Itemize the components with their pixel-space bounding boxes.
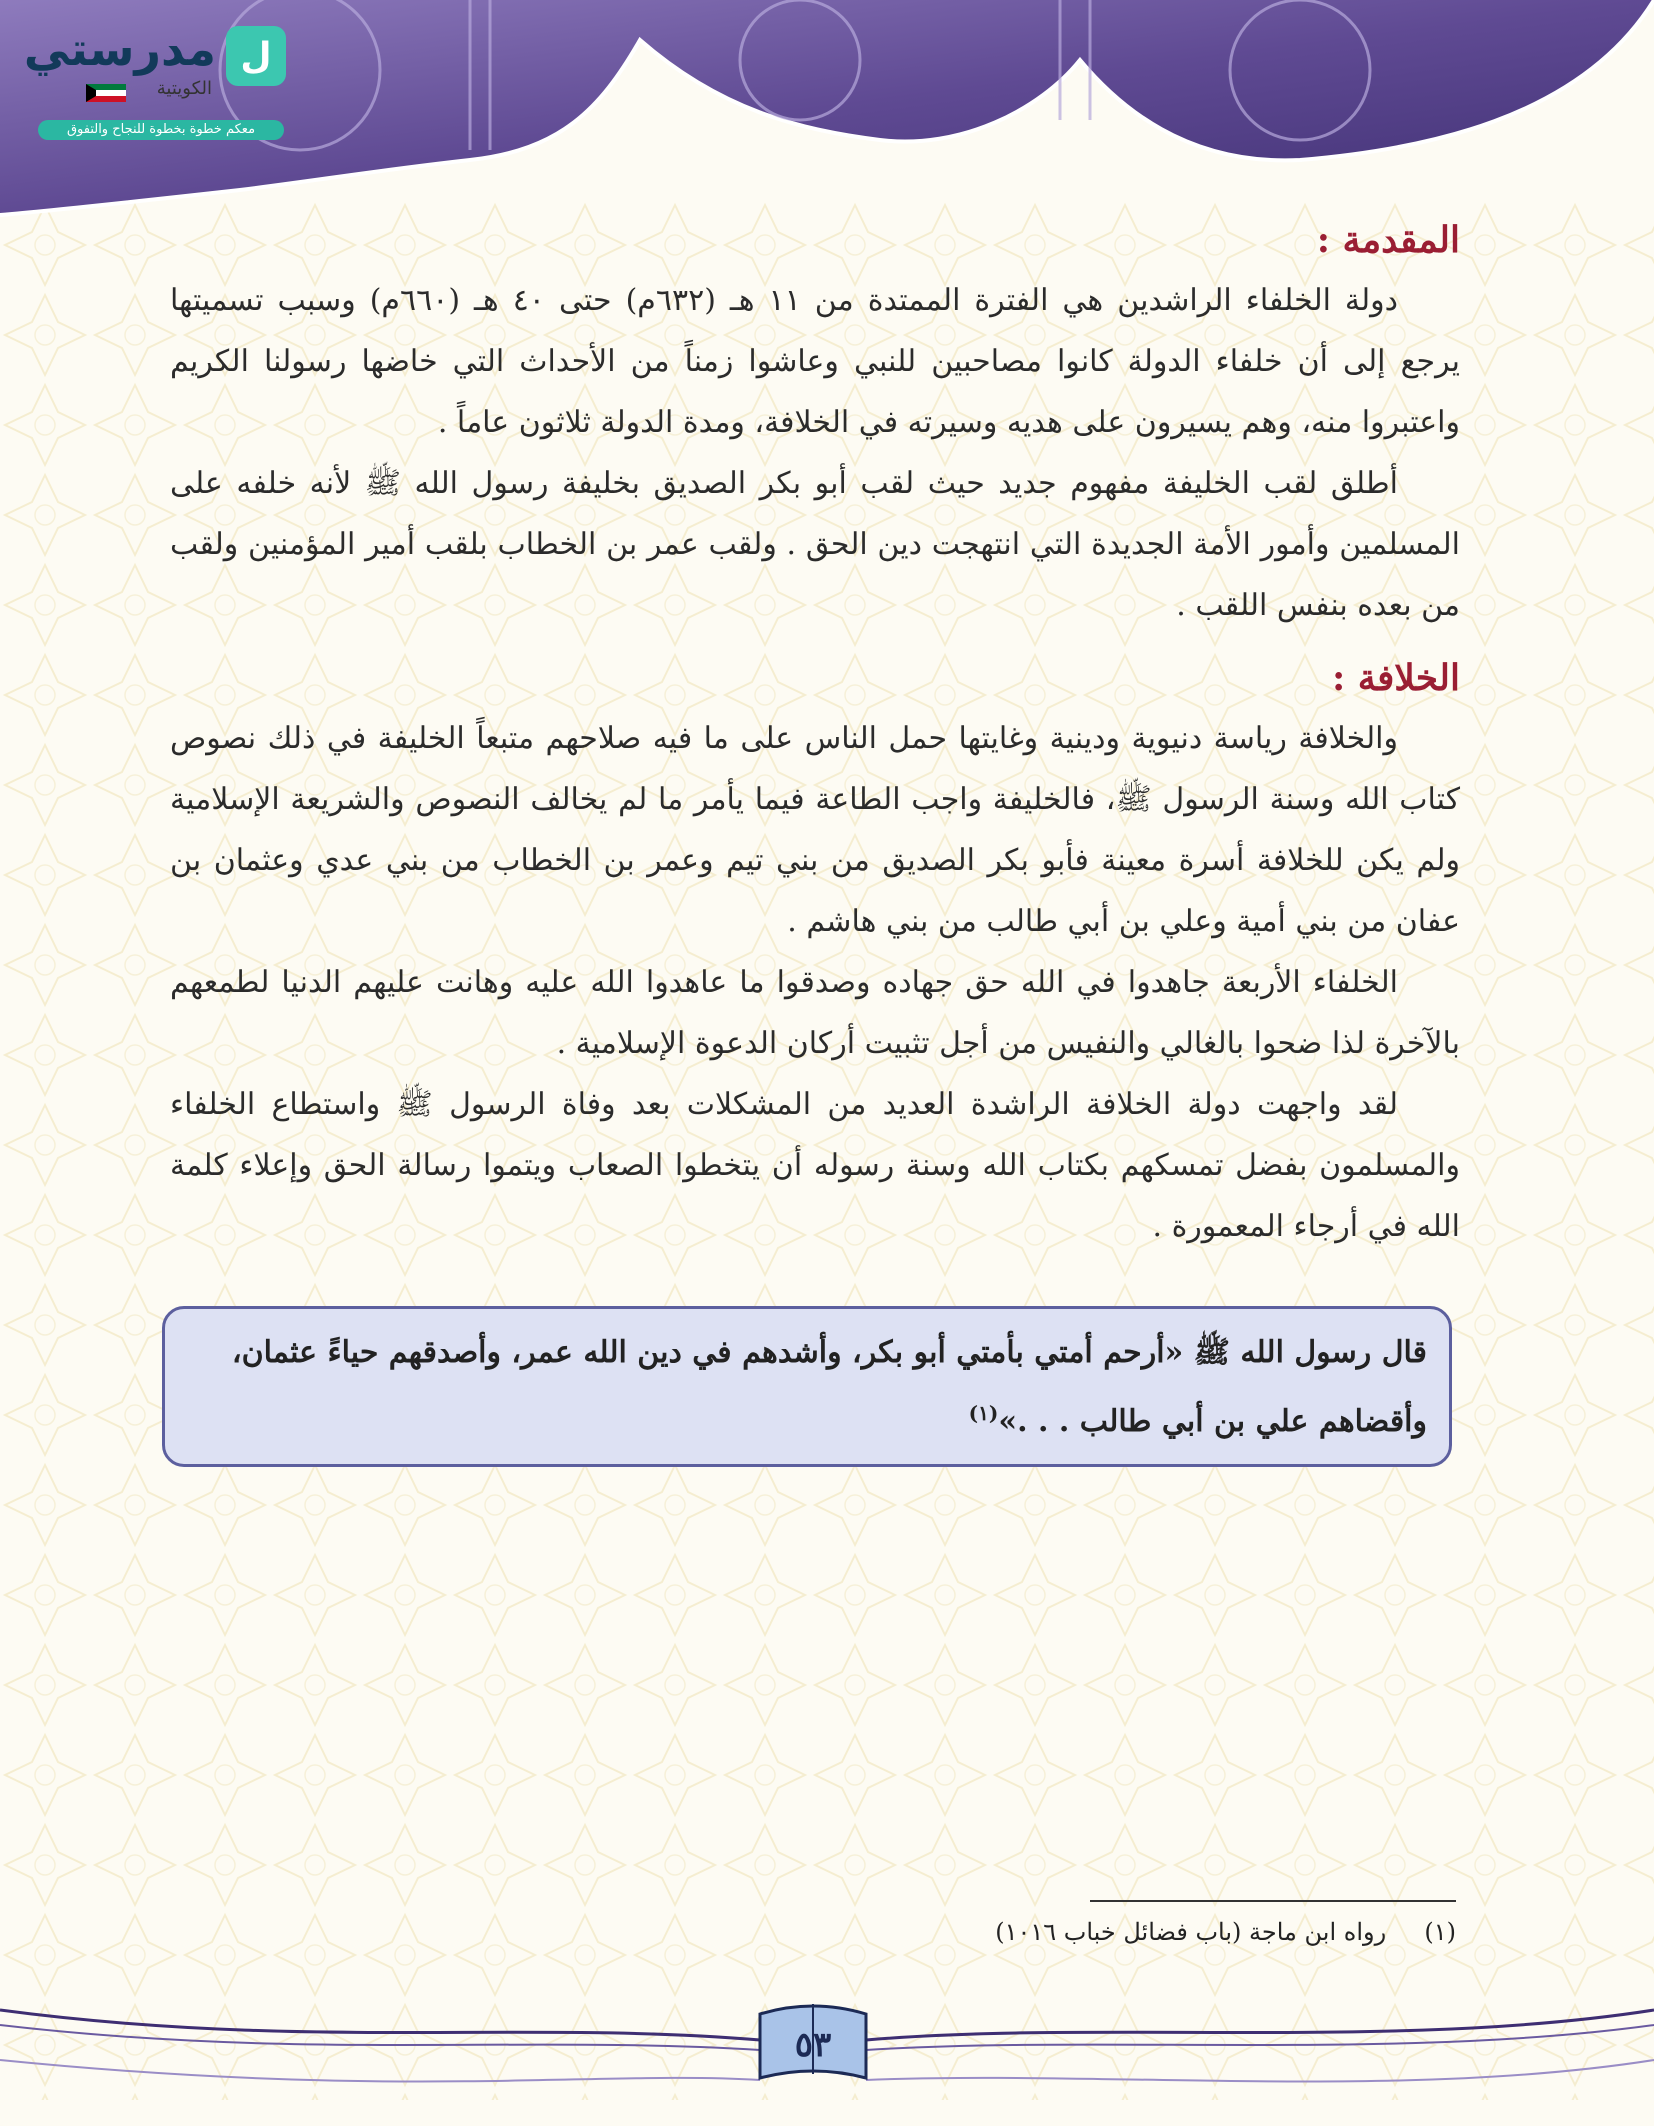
brand-mark-icon: ل <box>226 26 286 86</box>
footnote-number: (١) <box>1424 1918 1456 1946</box>
footnote-marker[interactable]: (١) <box>968 1401 999 1425</box>
kuwait-flag-icon <box>86 84 126 102</box>
hadith-box <box>162 1306 1452 1467</box>
brand-slogan: معكم خطوة بخطوة للنجاح والتفوق <box>38 120 284 140</box>
footnote <box>995 1918 1456 1946</box>
caliphate-paragraph-1: والخلافة رياسة دنيوية ودينية وغايتها حمل الناس على ما فيه صلاحهم متبعاً الخليفة في ذلك نصوص كتاب الله وسنة الرسول ﷺ، فالخليفة واجب الطاعة فيما يأمر ما لم يخالف النصوص والشريعة الإسلامية ولم يكن للخلافة أسرة معينة فأبو بكر الصديق من بني تيم وعمر بن الخطاب من بني عدي وعثمان بن عفان من بني أمية وعلي بن أبي طالب من بني هاشم . <box>170 721 1460 939</box>
footnote-text: رواه ابن ماجة (باب فضائل خباب ١٠١٦) <box>995 1918 1387 1946</box>
caliphate-paragraph-3: لقد واجهت دولة الخلافة الراشدة العديد من المشكلات بعد وفاة الرسول ﷺ واستطاع الخلفاء والمسلمون بفضل تمسكهم بكتاب الله وسنة رسوله أن يتخطوا الصعاب ويتموا رسالة الحق وإعلاء كلمة الله في أرجاء المعمورة . <box>170 1087 1460 1244</box>
caliphate-paragraph-2: الخلفاء الأربعة جاهدوا في الله حق جهاده وصدقوا ما عاهدوا الله عليه وهانت عليهم الدنيا لطمعهم بالآخرة لذا ضحوا بالغالي والنفيس من أجل تثبيت أركان الدعوة الإسلامية . <box>170 965 1460 1061</box>
section-heading-caliphate: الخلافة : <box>1331 657 1460 699</box>
hadith-text: قال رسول الله ﷺ «أرحم أمتي بأمتي أبو بكر، وأشدهم في دين الله عمر، وأصدقهم حياءً عثمان، وأقضاهم علي بن أبي طالب . . .» <box>231 1335 1427 1439</box>
footnote-divider <box>1090 1900 1456 1902</box>
brand-subtitle: الكويتية <box>156 78 212 99</box>
intro-paragraph-1: دولة الخلفاء الراشدين هي الفترة الممتدة من ١١ هـ (٦٣٢م) حتى ٤٠ هـ (٦٦٠م) وسبب تسميتها يرجع إلى أن خلفاء الدولة كانوا مصاحبين للنبي وعاشوا زمناً من الأحداث التي خاضها رسولنا الكريم واعتبروا منه، وهم يسيرون على هديه وسيرته في الخلافة، ومدة الدولة ثلاثون عاماً . <box>170 283 1460 440</box>
intro-paragraph-2: أطلق لقب الخليفة مفهوم جديد حيث لقب أبو بكر الصديق بخليفة رسول الله ﷺ لأنه خلفه على المسلمين وأمور الأمة الجديدة التي انتهجت دين الحق . ولقب عمر بن الخطاب بلقب أمير المؤمنين ولقب من بعده بنفس اللقب . <box>170 466 1460 623</box>
main-content <box>170 210 1460 1257</box>
brand-name: مدرستي <box>23 22 216 76</box>
brand-logo <box>23 22 296 137</box>
page-number: ٥٣ <box>794 2025 832 2065</box>
section-heading-intro: المقدمة : <box>1316 219 1460 261</box>
